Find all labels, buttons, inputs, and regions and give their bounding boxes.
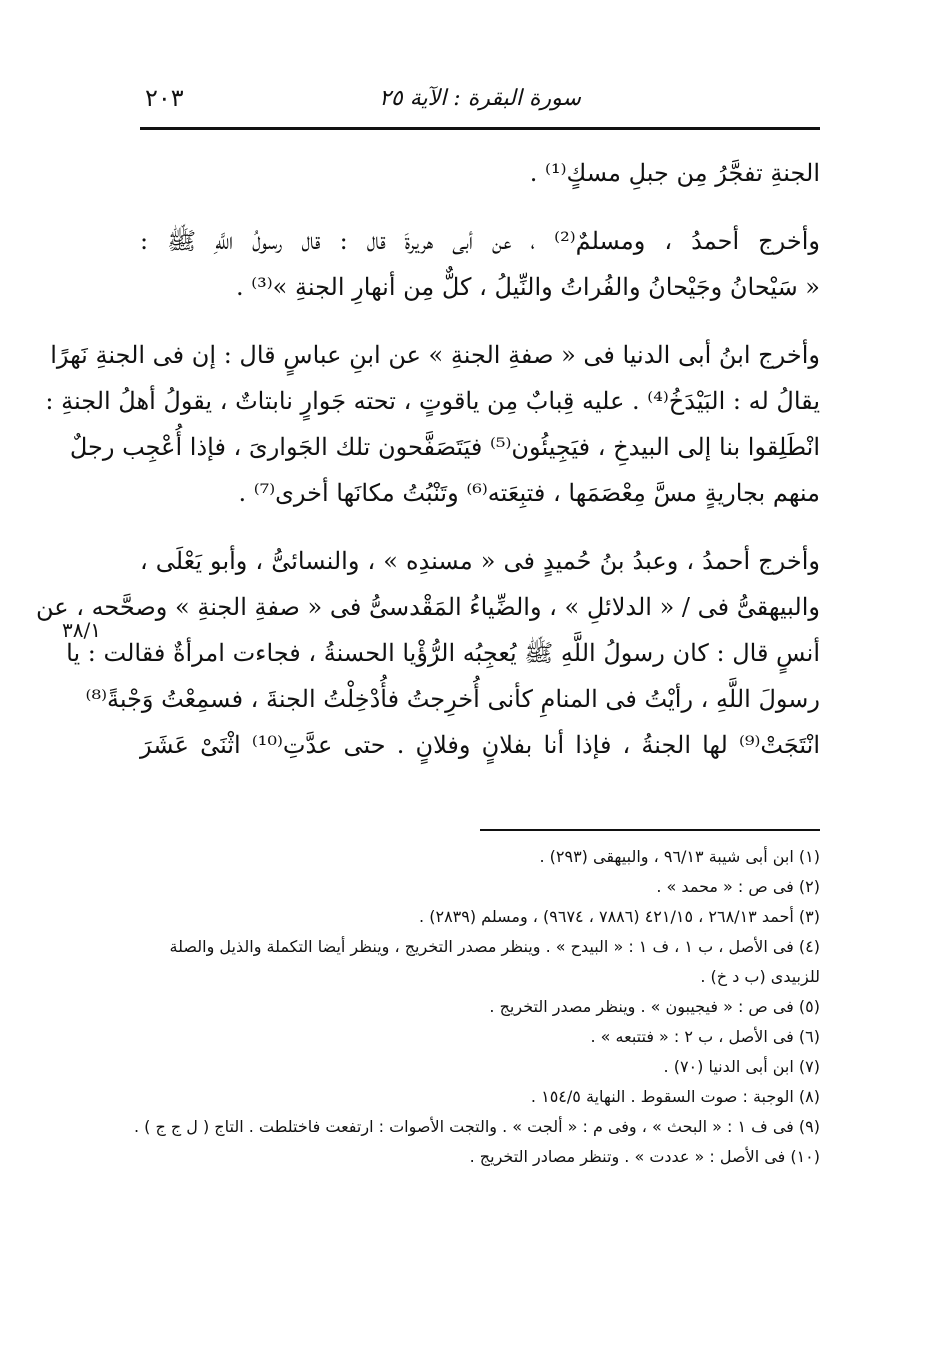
footnote: (٦) فى الأصل ، ب ٢ : « فتتبعه » .: [590, 1027, 820, 1046]
text-line: وأخرج أحمدُ ، ومسلمٌ⁽²⁾ ، عن أبى هريرةَ قال : قال رسولُ اللَّهِ ﷺ :: [140, 227, 820, 255]
paragraph-3: [45, 332, 820, 516]
text-line: انْطَلِقوا بنا إلى البيدخِ ، فيَجِيئُون⁽⁵⁾ فيَتَصَفَّحون تلك الجَوارىَ ، فإذا أُعْجِب رجلٌ: [69, 433, 820, 461]
footnote-rule: [480, 829, 820, 831]
footnote-continuation: للزبيدى (ب د خ) .: [700, 967, 820, 986]
footnote: (٣) أحمد ٢٦٨/١٣ ، ٤٢١/١٥ (٧٨٨٦ ، ٩٦٧٤) ، ومسلم (٢٨٣٩) .: [419, 907, 820, 926]
footnote: (١٠) فى الأصل : « عددت » . وتنظر مصادر التخريج .: [469, 1147, 820, 1166]
text-line: يقالُ له : البَيْدَخُ⁽⁴⁾ . عليه قِبابٌ مِن ياقوتٍ ، تحته جَوارٍ نابتاتٌ ، يقولُ أهلُ الجنةِ :: [45, 387, 820, 415]
footnote: (٨) الوجبة : صوت السقوط . النهاية ١٥٤/٥ .: [530, 1087, 820, 1106]
page-number: ٢٠٣: [145, 84, 184, 112]
footnote: (٥) فى ص : « فيجيبون » . وينظر مصدر التخريج .: [489, 997, 820, 1016]
running-head: سورة البقرة : الآية ٢٥: [379, 86, 581, 111]
text-line: وأخرج أحمدُ ، وعبدُ بنُ حُميدٍ فى « مسندِه » ، والنسائىُّ ، وأبو يَعْلَى ،: [140, 547, 820, 575]
paragraph-1: [140, 150, 820, 196]
footnote: (٢) فى ص : « محمد » .: [656, 877, 820, 896]
text-line: منهم بجاريةٍ مسَّ مِعْصَمَها ، فتبِعَته⁽⁶⁾ وتَنْبُتُ مكانَها أخرى⁽⁷⁾ .: [238, 479, 820, 507]
paragraph-2: [140, 218, 820, 310]
footnotes: [130, 842, 820, 1172]
text-line: « سَيْحانُ وجَيْحانُ والفُراتُ والنِّيلُ ، كلٌّ مِن أنهارِ الجنةِ »⁽³⁾ .: [235, 273, 820, 301]
footnote: (١) ابن أبى شيبة ٩٦/١٣ ، والبيهقى (٢٩٣) .: [539, 847, 820, 866]
text-line: رسولَ اللَّهِ ، رأيْتُ فى المنامِ كأنى أُخرِجتُ فأُدْخِلْتُ الجنةَ ، فسمِعْتُ وَجْبةً⁽⁸⁾: [85, 685, 820, 713]
text-line: أنسٍ قال : كان رسولُ اللَّهِ ﷺ يُعجِبُه الرُّؤْيا الحسنةُ ، فجاءت امرأةٌ فقالت : يا: [66, 639, 820, 667]
footnote: (٧) ابن أبى الدنيا (٧٠) .: [663, 1057, 820, 1076]
footnote: (٤) فى الأصل ، ب ١ ، ف ١ : « البيدح » . وينظر مصدر التخريج ، وينظر أيضا التكملة والذيل والصلة: [169, 937, 820, 956]
text-line: الجنةِ تفجَّرُ مِن جبلِ مسكٍ⁽¹⁾ .: [529, 159, 820, 187]
header-rule: [140, 127, 820, 130]
text-line: انْتَجَتْ⁽⁹⁾ لها الجنةُ ، فإذا أنا بفلانٍ وفلانٍ . حتى عدَّتِ⁽¹⁰⁾ اثْنَىْ عَشَرَ: [140, 731, 821, 759]
margin-reference: ٣٨/١: [62, 618, 101, 642]
text-line: والبيهقىُّ فى / « الدلائلِ » ، والضِّياءُ المَقْدسىُّ فى « صفةِ الجنةِ » وصحَّحه ، عن: [35, 593, 820, 621]
text-line: وأخرج ابنُ أبى الدنيا فى « صفةِ الجنةِ » عن ابنِ عباسٍ قال : إن فى الجنةِ نَهرًا: [50, 341, 820, 369]
footnote: (٩) فى ف ١ : « البحث » ، وفى م : « ألجت » . والتجت الأصوات : ارتفعت فاختلطت . التاج ( ل ج ج ) .: [133, 1117, 820, 1136]
page-header: [140, 80, 820, 120]
